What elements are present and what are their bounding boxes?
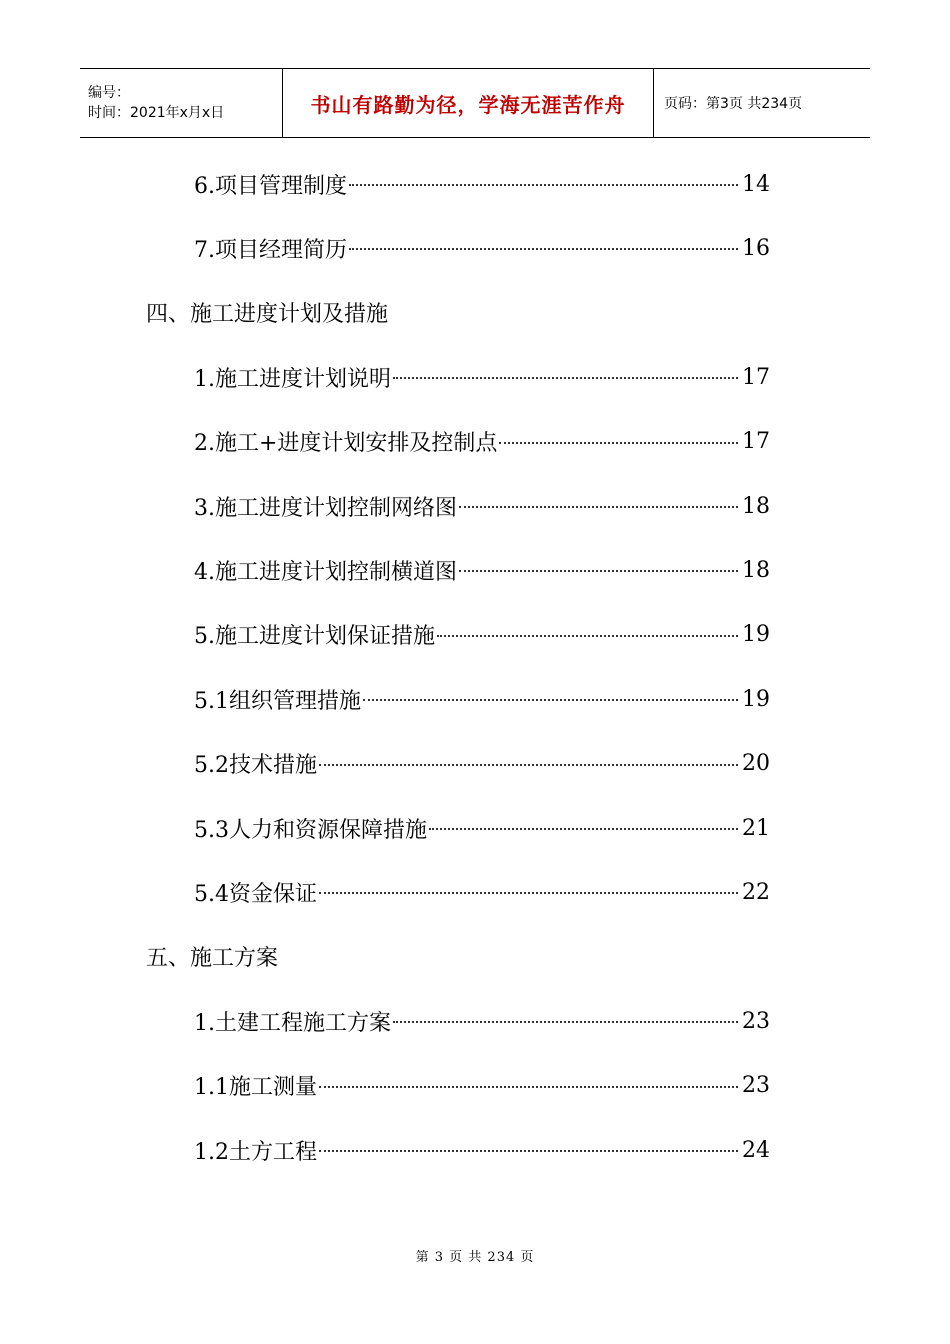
header-motto [282,69,654,137]
toc-entry-title: 3.施工进度计划控制网络图 [194,495,457,521]
toc-dot-leader [363,699,738,701]
toc-entry[interactable] [194,216,770,280]
toc-entry-title: 6.项目管理制度 [194,173,347,199]
toc-dot-leader [429,828,738,830]
toc-entry-page: 14 [742,171,770,197]
toc-dot-leader [349,184,738,186]
toc-entry[interactable] [194,152,770,216]
toc-dot-leader [459,506,738,508]
toc-entry[interactable] [194,345,770,409]
toc-entry-page: 16 [742,235,770,261]
toc-entry-title: 7.项目经理简历 [194,237,347,263]
toc-entry-title: 5.2技术措施 [194,753,317,779]
toc-entry[interactable] [194,667,770,731]
toc-entry-title: 1.土建工程施工方案 [194,1010,391,1036]
toc-entry-page: 21 [742,815,770,841]
toc-entry[interactable] [194,732,770,796]
toc-dot-leader [319,1086,738,1088]
header-meta [80,69,282,137]
header-page-info [654,69,870,137]
page-footer [0,1246,950,1265]
toc-section-heading[interactable] [146,281,770,345]
toc-entry-page: 19 [742,686,770,712]
toc-dot-leader [319,764,738,766]
toc-entry[interactable] [194,860,770,924]
document-date: 时间：2021年x月x日 [88,105,225,121]
toc-dot-leader [349,248,738,250]
motto-text: 书山有路勤为径，学海无涯苦作舟 [310,92,626,117]
toc-entry-title: 1.2土方工程 [194,1139,317,1165]
toc-entry-title: 5.1组织管理措施 [194,688,361,714]
toc-entry-title: 1.1施工测量 [194,1075,317,1101]
toc-dot-leader [437,635,738,637]
toc-entry[interactable] [194,538,770,602]
toc-entry[interactable] [194,1054,770,1118]
toc-entry-page: 23 [742,1073,770,1099]
toc-entry-title: 5.3人力和资源保障措施 [194,817,427,843]
toc-entry[interactable] [194,603,770,667]
toc-entry-page: 18 [742,557,770,583]
toc-entry-page: 18 [742,493,770,519]
toc-entry-page: 24 [742,1137,770,1163]
page-info-text: 页码：第3页 共234页 [664,96,803,112]
toc-entry-title: 2.施工+进度计划安排及控制点 [194,431,498,457]
toc-entry-page: 22 [742,879,770,905]
toc-entry[interactable] [194,989,770,1053]
toc-dot-leader [319,892,738,894]
toc-entry-title: 5.4资金保证 [194,881,317,907]
toc-entry-title: 4.施工进度计划控制横道图 [194,559,457,585]
toc-entry-page: 23 [742,1008,770,1034]
page-header [80,68,870,138]
toc-entry-title: 5.施工进度计划保证措施 [194,624,435,650]
toc-entry[interactable] [194,1118,770,1182]
toc-entry[interactable] [194,474,770,538]
toc-entry-title: 1.施工进度计划说明 [194,366,391,392]
toc-entry-page: 17 [742,364,770,390]
toc-entry[interactable] [194,410,770,474]
toc-dot-leader [499,442,738,444]
toc-dot-leader [393,1021,738,1023]
toc-entry-page: 19 [742,622,770,648]
toc-dot-leader [319,1150,738,1152]
toc-entry-title: 五、施工方案 [146,946,279,972]
toc-entry-title: 四、施工进度计划及措施 [146,302,389,328]
toc-entry[interactable] [194,796,770,860]
toc-dot-leader [393,377,738,379]
toc-section-heading[interactable] [146,925,770,989]
footer-page-number: 第 3 页 共 234 页 [415,1250,535,1265]
document-number-label: 编号： [88,85,130,101]
toc-dot-leader [459,570,738,572]
toc-entry-page: 17 [742,429,770,455]
toc-entry-page: 20 [742,751,770,777]
